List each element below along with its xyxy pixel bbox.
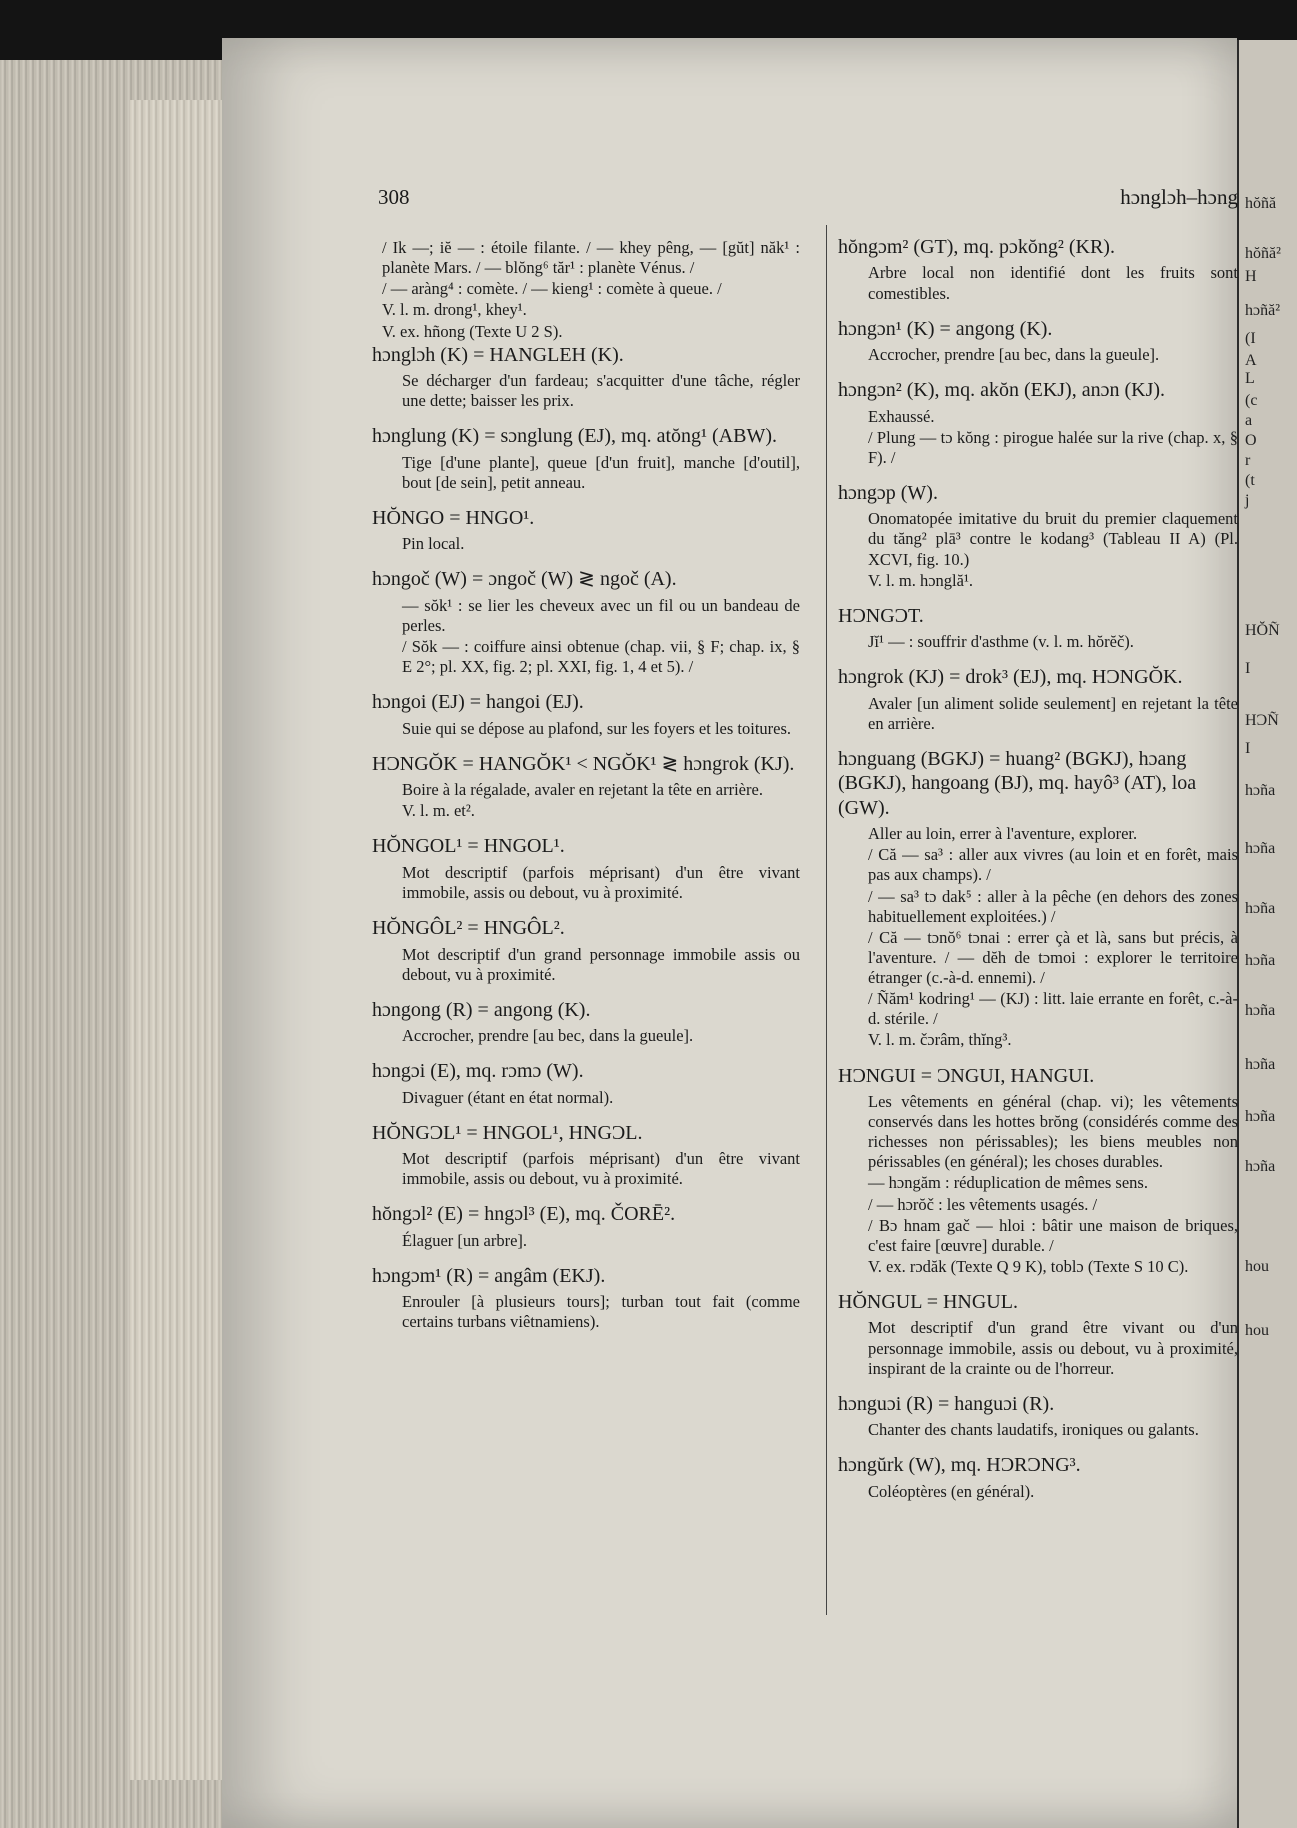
dictionary-entry — [838, 235, 1238, 304]
entry-definition — [372, 945, 800, 985]
definition-line: / Ñăm¹ kodring¹ — (KJ) : litt. laie errante en forêt, c.-à-d. stérile. / — [868, 989, 1238, 1029]
continuation-line: V. l. m. drong¹, khey¹. — [382, 300, 527, 320]
definition-line: / Sŏk — : coiffure ainsi obtenue (chap. vii, § F; chap. ix, § E 2°; pl. XX, fig. 2; pl. XXI, fig. 1, 4 et 5). / — [402, 637, 800, 677]
next-page-fragment: hɔña — [1245, 840, 1276, 857]
definition-line: Chanter des chants laudatifs, ironiques ou galants. — [868, 1420, 1199, 1440]
definition-line: Mot descriptif (parfois méprisant) d'un être vivant immobile, assis ou debout, vu à proximité. — [402, 862, 800, 902]
next-page-fragment: hɔñă² — [1245, 302, 1280, 319]
dictionary-entry — [372, 690, 800, 739]
entry-definition — [838, 1318, 1238, 1378]
entry-headword: HŎNGO = HNGO¹. — [372, 506, 535, 529]
page-number: 308 — [378, 185, 410, 209]
next-page-fragment: HŎÑ — [1245, 622, 1280, 639]
dictionary-entry — [372, 343, 800, 412]
entry-headword: hɔnglung (K) = sɔnglung (EJ), mq. atŏng¹ (ABW). — [372, 425, 777, 448]
definition-line: V. ex. rɔdăk (Texte Q 9 K), toblɔ (Texte S 10 C). — [868, 1256, 1189, 1276]
entry-headword: hɔngoi (EJ) = hangoi (EJ). — [372, 691, 584, 714]
entry-definition — [372, 1026, 800, 1046]
dictionary-entry — [838, 1064, 1238, 1278]
definition-line: Mot descriptif d'un grand personnage immobile assis ou debout, vu à proximité. — [402, 944, 800, 984]
definition-line: Enrouler [à plusieurs tours]; turban tout fait (comme certains turbans viêtnamiens). — [402, 1292, 800, 1332]
page-header — [378, 185, 1238, 215]
definition-line: Accrocher, prendre [au bec, dans la gueule]. — [868, 345, 1160, 365]
next-page-fragment: hɔña — [1245, 1158, 1276, 1175]
dictionary-entry — [372, 1202, 800, 1251]
entry-headword: hɔngŭrk (W), mq. HƆRƆNG³. — [838, 1454, 1081, 1477]
definition-line: Accrocher, prendre [au bec, dans la gueule]. — [402, 1026, 694, 1046]
next-page-fragment: I — [1245, 660, 1251, 677]
next-page-fragment: O — [1245, 432, 1257, 449]
running-head: hɔnglɔh–hɔng — [1120, 185, 1238, 209]
entry-headword: HƆNGŎK = HANGŎK¹ < NGŎK¹ ≷ hɔngrok (KJ). — [372, 752, 795, 775]
next-page-fragment: j — [1245, 492, 1250, 509]
continuation-line: / Ik —; iĕ — : étoile filante. / — khey pêng, — [gŭt] năk¹ : planète Mars. / — blŏng⁶ tăr¹ : planète Vénus. / — [382, 238, 800, 278]
next-page-fragment: hŏñă — [1245, 195, 1277, 212]
dictionary-entry — [372, 916, 800, 985]
continuation-line: / — aràng⁴ : comète. / — kieng¹ : comète à queue. / — [382, 279, 722, 299]
right-entries — [838, 235, 1238, 1502]
next-page-fragment: (c — [1245, 392, 1258, 409]
entry-definition — [372, 1149, 800, 1189]
entry-definition — [372, 534, 800, 554]
definition-line: — hɔngăm : réduplication de mêmes sens. — [868, 1173, 1148, 1193]
entry-definition — [372, 1292, 800, 1332]
definition-line: Pin local. — [402, 534, 465, 554]
next-page-fragment: H — [1245, 268, 1257, 285]
definition-line: / — hɔrŏč : les vêtements usagés. / — [868, 1194, 1098, 1214]
entry-definition — [372, 1088, 800, 1108]
next-page-fragment: hɔña — [1245, 900, 1276, 917]
next-page-fragment: hɔña — [1245, 952, 1276, 969]
next-page-fragment: hɔña — [1245, 1108, 1276, 1125]
definition-line: V. l. m. čɔrâm, thĭng³. — [868, 1030, 1012, 1050]
next-page-fragment: (t — [1245, 472, 1255, 489]
entry-headword: hɔngɔn² (K), mq. akŏn (EKJ), anɔn (KJ). — [838, 379, 1166, 402]
entry-headword: hɔngong (R) = angong (K). — [372, 998, 591, 1021]
entry-definition — [838, 345, 1238, 365]
entry-headword: hɔnguɔi (R) = hanguɔi (R). — [838, 1392, 1055, 1415]
dictionary-entry — [838, 481, 1238, 591]
entry-headword: hɔngɔi (E), mq. rɔmɔ (W). — [372, 1060, 584, 1083]
next-page-fragment: hɔña — [1245, 1002, 1276, 1019]
dictionary-entry — [372, 752, 800, 822]
definition-line: Se décharger d'un fardeau; s'acquitter d'une tâche, régler une dette; baisser les prix. — [402, 371, 800, 411]
entry-definition — [838, 1420, 1238, 1440]
entry-headword: hɔngɔm¹ (R) = angâm (EKJ). — [372, 1264, 606, 1287]
entry-definition — [838, 509, 1238, 591]
entry-headword: HŎNGUL = HNGUL. — [838, 1291, 1018, 1314]
definition-line: / Plung — tɔ kŏng : pirogue halée sur la rive (chap. x, § F). / — [868, 427, 1238, 467]
entry-headword: hŏngɔl² (E) = hngɔl³ (E), mq. ČORĒ². — [372, 1203, 676, 1226]
definition-line: V. l. m. et². — [402, 801, 475, 821]
definition-line: Jĭ¹ — : souffrir d'asthme (v. l. m. hŏrĕč). — [868, 632, 1134, 652]
next-page-fragment: I — [1245, 740, 1251, 757]
right-column — [838, 235, 1238, 1515]
definition-line: Avaler [un aliment solide seulement] en rejetant la tête en arrière. — [868, 693, 1238, 733]
entry-definition — [838, 407, 1238, 468]
dictionary-entry — [372, 567, 800, 677]
entry-definition — [838, 632, 1238, 652]
definition-line: Les vêtements en général (chap. vi); les vêtements conservés dans les hottes brŏng (considérés comme des richesses non périssables); les biens meubles non périssables (en général); les choses durables. — [868, 1091, 1238, 1172]
entry-definition — [838, 1482, 1238, 1502]
dictionary-entry — [838, 317, 1238, 366]
entry-definition — [372, 596, 800, 678]
entry-headword: hɔngrok (KJ) = drok³ (EJ), mq. HƆNGŎK. — [838, 666, 1183, 689]
continuation-block — [372, 238, 800, 342]
next-page-fragment: (I — [1245, 330, 1256, 347]
dictionary-entry — [372, 424, 800, 493]
entry-definition — [372, 453, 800, 493]
next-page-fragment: hɔña — [1245, 782, 1276, 799]
definition-line: Coléoptères (en général). — [868, 1481, 1035, 1501]
entry-definition — [838, 263, 1238, 303]
definition-line: / Că — sa³ : aller aux vivres (au loin et en forêt, mais pas aux champs). / — [868, 845, 1238, 885]
definition-line: Boire à la régalade, avaler en rejetant la tête en arrière. — [402, 780, 763, 800]
entry-definition — [838, 824, 1238, 1050]
entry-headword: hɔngɔp (W). — [838, 481, 938, 504]
dictionary-entry — [372, 1121, 800, 1190]
next-page-fragment: a — [1245, 412, 1253, 429]
entry-definition — [372, 780, 800, 821]
entry-definition — [372, 1231, 800, 1251]
definition-line: / — sa³ tɔ dak⁵ : aller à la pêche (en dehors des zones habituellement exploitées.) / — [868, 886, 1238, 926]
entry-headword: hŏngɔm² (GT), mq. pɔkŏng² (KR). — [838, 236, 1115, 258]
definition-line: Suie qui se dépose au plafond, sur les foyers et les toitures. — [402, 718, 792, 738]
next-page-fragment: hou — [1245, 1258, 1269, 1275]
entry-definition — [372, 371, 800, 411]
left-entries — [372, 343, 800, 1333]
dictionary-entry — [838, 378, 1238, 468]
continuation-line: V. ex. hñong (Texte U 2 S). — [382, 321, 563, 341]
next-page-fragment: A — [1245, 352, 1257, 369]
entry-headword: hɔnglɔh (K) = HANGLEH (K). — [372, 343, 624, 366]
next-page-fragment: hou — [1245, 1322, 1269, 1339]
definition-line: — sŏk¹ : se lier les cheveux avec un fil ou un bandeau de perles. — [402, 595, 800, 635]
entry-headword: HŎNGÔL² = HNGÔL². — [372, 917, 565, 940]
dictionary-entry — [838, 665, 1238, 734]
dictionary-entry — [372, 834, 800, 903]
entry-headword: hɔnguang (BGKJ) = huang² (BGKJ), hɔang (BGKJ), hangoang (BJ), mq. hayô³ (AT), loa (GW). — [838, 747, 1197, 819]
definition-line: Arbre local non identifié dont les fruits sont comestibles. — [868, 263, 1238, 303]
dictionary-entry — [838, 1290, 1238, 1379]
definition-line: / Bɔ hnam gač — hloi : bâtir une maison de briques, c'est faire [œuvre] durable. / — [868, 1215, 1238, 1255]
entry-headword: hɔngɔn¹ (K) = angong (K). — [838, 317, 1053, 340]
dictionary-entry — [372, 506, 800, 555]
entry-headword: HŎNGƆL¹ = HNGOL¹, HNGƆL. — [372, 1121, 643, 1144]
definition-line: Tige [d'une plante], queue [d'un fruit], manche [d'outil], bout [de sein], petit anneau. — [402, 452, 800, 492]
definition-line: Exhaussé. — [868, 406, 935, 426]
dictionary-entry — [838, 747, 1238, 1051]
left-column — [372, 238, 800, 1346]
definition-line: Mot descriptif (parfois méprisant) d'un être vivant immobile, assis ou debout, vu à proximité. — [402, 1149, 800, 1189]
entry-headword: HŎNGOL¹ = HNGOL¹. — [372, 835, 565, 858]
entry-headword: HƆNGUI = ƆNGUI, HANGUI. — [838, 1064, 1095, 1087]
definition-line: Mot descriptif d'un grand être vivant ou d'un personnage immobile, assis ou debout, vu à proximité, inspirant de la crainte ou de l'horreur. — [868, 1318, 1238, 1378]
next-page-fragment: HƆÑ — [1245, 712, 1279, 729]
entry-definition — [372, 719, 800, 739]
entry-definition — [838, 694, 1238, 734]
entry-headword: HƆNGƆT. — [838, 604, 924, 627]
definition-line: Aller au loin, errer à l'aventure, explorer. — [868, 824, 1138, 844]
entry-definition — [838, 1092, 1238, 1277]
definition-line: Onomatopée imitative du bruit du premier claquement du tăng² plā³ contre le kodang³ (Tableau II A) (Pl. XCVI, fig. 10.) — [868, 509, 1238, 569]
dictionary-entry — [838, 1392, 1238, 1441]
column-divider — [826, 225, 827, 1615]
entry-headword: hɔngoč (W) = ɔngoč (W) ≷ ngoč (A). — [372, 568, 677, 591]
dictionary-entry — [838, 1453, 1238, 1502]
definition-line: Élaguer [un arbre]. — [402, 1230, 528, 1250]
next-page-fragment: L — [1245, 370, 1255, 387]
dictionary-entry — [372, 998, 800, 1047]
definition-line: Divaguer (étant en état normal). — [402, 1087, 614, 1107]
next-page-fragment: hŏñă² — [1245, 245, 1281, 262]
definition-line: / Că — tɔnŏ⁶ tɔnai : errer çà et là, sans but précis, à l'aventure. / — dĕh de tɔmoi : explorer le territoire étranger (c.-à-d. ennemi). / — [868, 927, 1238, 988]
definition-line: V. l. m. hɔnglă¹. — [868, 570, 974, 590]
dictionary-entry — [838, 604, 1238, 653]
entry-definition — [372, 863, 800, 903]
dictionary-entry — [372, 1059, 800, 1108]
next-page-fragment: hɔña — [1245, 1056, 1276, 1073]
next-page-fragment: r — [1245, 452, 1251, 469]
dictionary-entry — [372, 1264, 800, 1333]
next-page-edge — [1237, 40, 1297, 1828]
